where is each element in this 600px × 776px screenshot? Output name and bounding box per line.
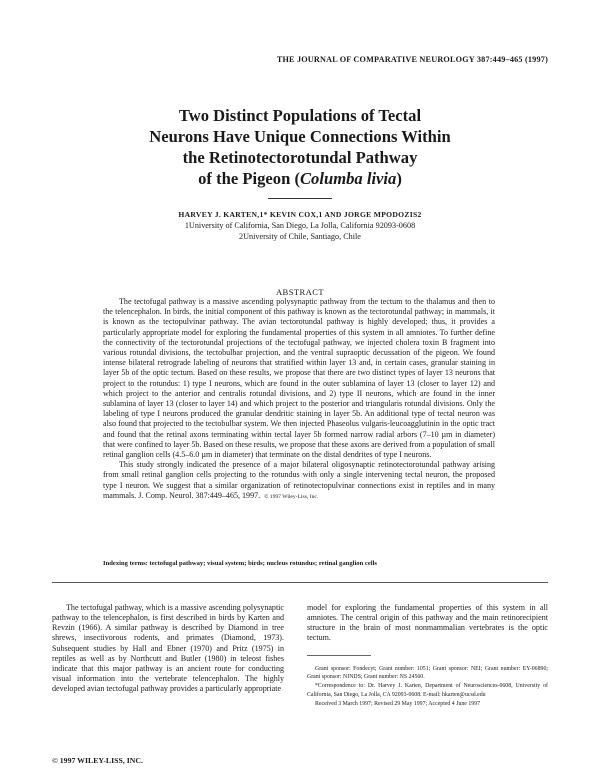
title-line-3: the Retinotectorotundal Pathway — [182, 148, 418, 167]
section-divider — [52, 582, 548, 583]
affiliation-2: 2University of Chile, Santiago, Chile — [239, 232, 361, 241]
title-line-2: Neurons Have Unique Connections Within — [149, 127, 451, 146]
footnotes — [307, 665, 548, 709]
title-line-1: Two Distinct Populations of Tectal — [178, 106, 422, 125]
indexing-terms-list: tectofugal pathway; visual system; birds; nucleus rotundus; retinal ganglion cells — [149, 560, 377, 567]
body-paragraph-left: The tectofugal pathway, which is a massive ascending polysynaptic pathway to the telencephalon, is first described in birds by Karten and Revzin (1966). A similar pathway is described by Diamond in tree shrews, insectivorous rodents, and primates (Diamond, 1973). Subsequent studies by Hall and Ebner (1970) and Pritz (1975) in reptiles as well as by Northcutt and Butler (1980) in teleost fishes indicate that this major pathway is an ancient route for conducting visual information into the vertebrate telencephalon. The highly developed avian tectofugal pathway provides a particularly appropriate — [52, 603, 284, 694]
footnote-grants: Grant sponsor: Fondecyt; Grant number: 1051; Grant sponsor: NEI; Grant number: EY-06890; Grant sponsor: NINDS; Grant number: NS 24560. — [307, 666, 548, 681]
article-title — [0, 105, 600, 189]
indexing-label: Indexing terms: — [103, 560, 148, 567]
title-rule — [268, 198, 332, 199]
indexing-terms — [103, 560, 503, 567]
body-column-left — [52, 603, 284, 694]
journal-header: THE JOURNAL OF COMPARATIVE NEUROLOGY 387:449–465 (1997) — [276, 55, 548, 64]
abstract-paragraph-2 — [103, 460, 495, 502]
affiliation-1: 1University of California, San Diego, La Jolla, California 92093-0608 — [184, 221, 416, 230]
footnote-correspondence: *Correspondence to: Dr. Harvey J. Karten, Department of Neurosciences-0608, University of California, San Diego, La Jolla, CA 92093-0608. E-mail: hkarten@ucsd.edu — [307, 683, 548, 698]
body-column-right — [307, 603, 548, 644]
abstract-copyright: © 1997 Wiley-Liss, Inc. — [264, 493, 319, 500]
abstract-body — [103, 297, 495, 502]
title-line-4 — [0, 168, 600, 189]
species-name: Columba livia — [299, 169, 397, 188]
abstract-paragraph-1: The tectofugal pathway is a massive ascending polysynaptic pathway from the tectum to the thalamus and then to the telencephalon. In birds, the initial component of this pathway is known as the tectorotundal pathway; in mammals, it is known as the tectopulvinar pathway. The avian tectorotundal pathway is highly developed; thus, it provides a particularly appropriate model for exploring the fundamental properties of this system in all amniotes. To further define the connectivity of the tectorotundal projections of the tectofugal pathway, we injected cholera toxin B fragment into various rotundal divisions, the tectobulbar projection, and the ventral supraoptic decussation of the pigeon. We found intense bilateral retrograde labeling of neurons that stratified within layer 13 and, in certain cases, granular staining in layer 5b of the optic tectum. Based on these results, we propose that there are two distinct types of layer 13 neurons that project to the rotundus: 1) type I neurons, which are found in the outer sublamina of layer 13 (closer to layer 12) and which project to the anterior and centralis rotundal divisions, and 2) type II neurons, which are found in the inner sublamina of layer 13 (closer to layer 14) and which project to the posterior and triangularis rotundal divisions. Only the labeling of type I neurons produced the granular dendritic staining in layer 5b. An additional type of tectal neuron was also found that projected to the tectobulbar system. We then injected Phaseolus vulgaris-leucoagglutinin in the optic tract and found that the retinal axons terminating within tectal layer 5b formed narrow radial arbors (7–10 µm in diameter) that were confined to layer 5b. Based on these results, we propose that these axons are derived from a population of small retinal ganglion cells (4.5–6.0 µm in diameter) that terminate on the distal dendrites of type I neurons. — [103, 297, 495, 460]
publisher-copyright: © 1997 WILEY-LISS, INC. — [52, 756, 143, 765]
footnote-rule — [307, 655, 371, 656]
body-paragraph-right: model for exploring the fundamental properties of this system in all amniotes. The central origin of this pathway and the main retinorecipient structure in the brain of most nonmammalian vertebrates is the optic tectum. — [307, 603, 548, 643]
title-line-4-prefix: of the Pigeon ( — [198, 169, 300, 188]
abstract-paragraph-2-text: This study strongly indicated the presence of a major bilateral oligosynaptic retinotectorotundal pathway arising from small retinal ganglion cells projecting to the rotundus with only a single intervening tectal neuron, the proposed type I neuron. We suggest that a similar organization of retinotectopulvinar connections exist in reptiles and in many mammals. J. Comp. Neurol. 387:449–465, 1997. — [103, 460, 495, 500]
author-list: HARVEY J. KARTEN,1* KEVIN COX,1 AND JORGE MPODOZIS2 — [178, 210, 422, 219]
title-line-4-suffix: ) — [396, 169, 402, 188]
footnote-dates: Received 3 March 1997; Revised 29 May 1997; Accepted 4 June 1997 — [315, 700, 481, 707]
abstract-heading: ABSTRACT — [275, 287, 325, 297]
